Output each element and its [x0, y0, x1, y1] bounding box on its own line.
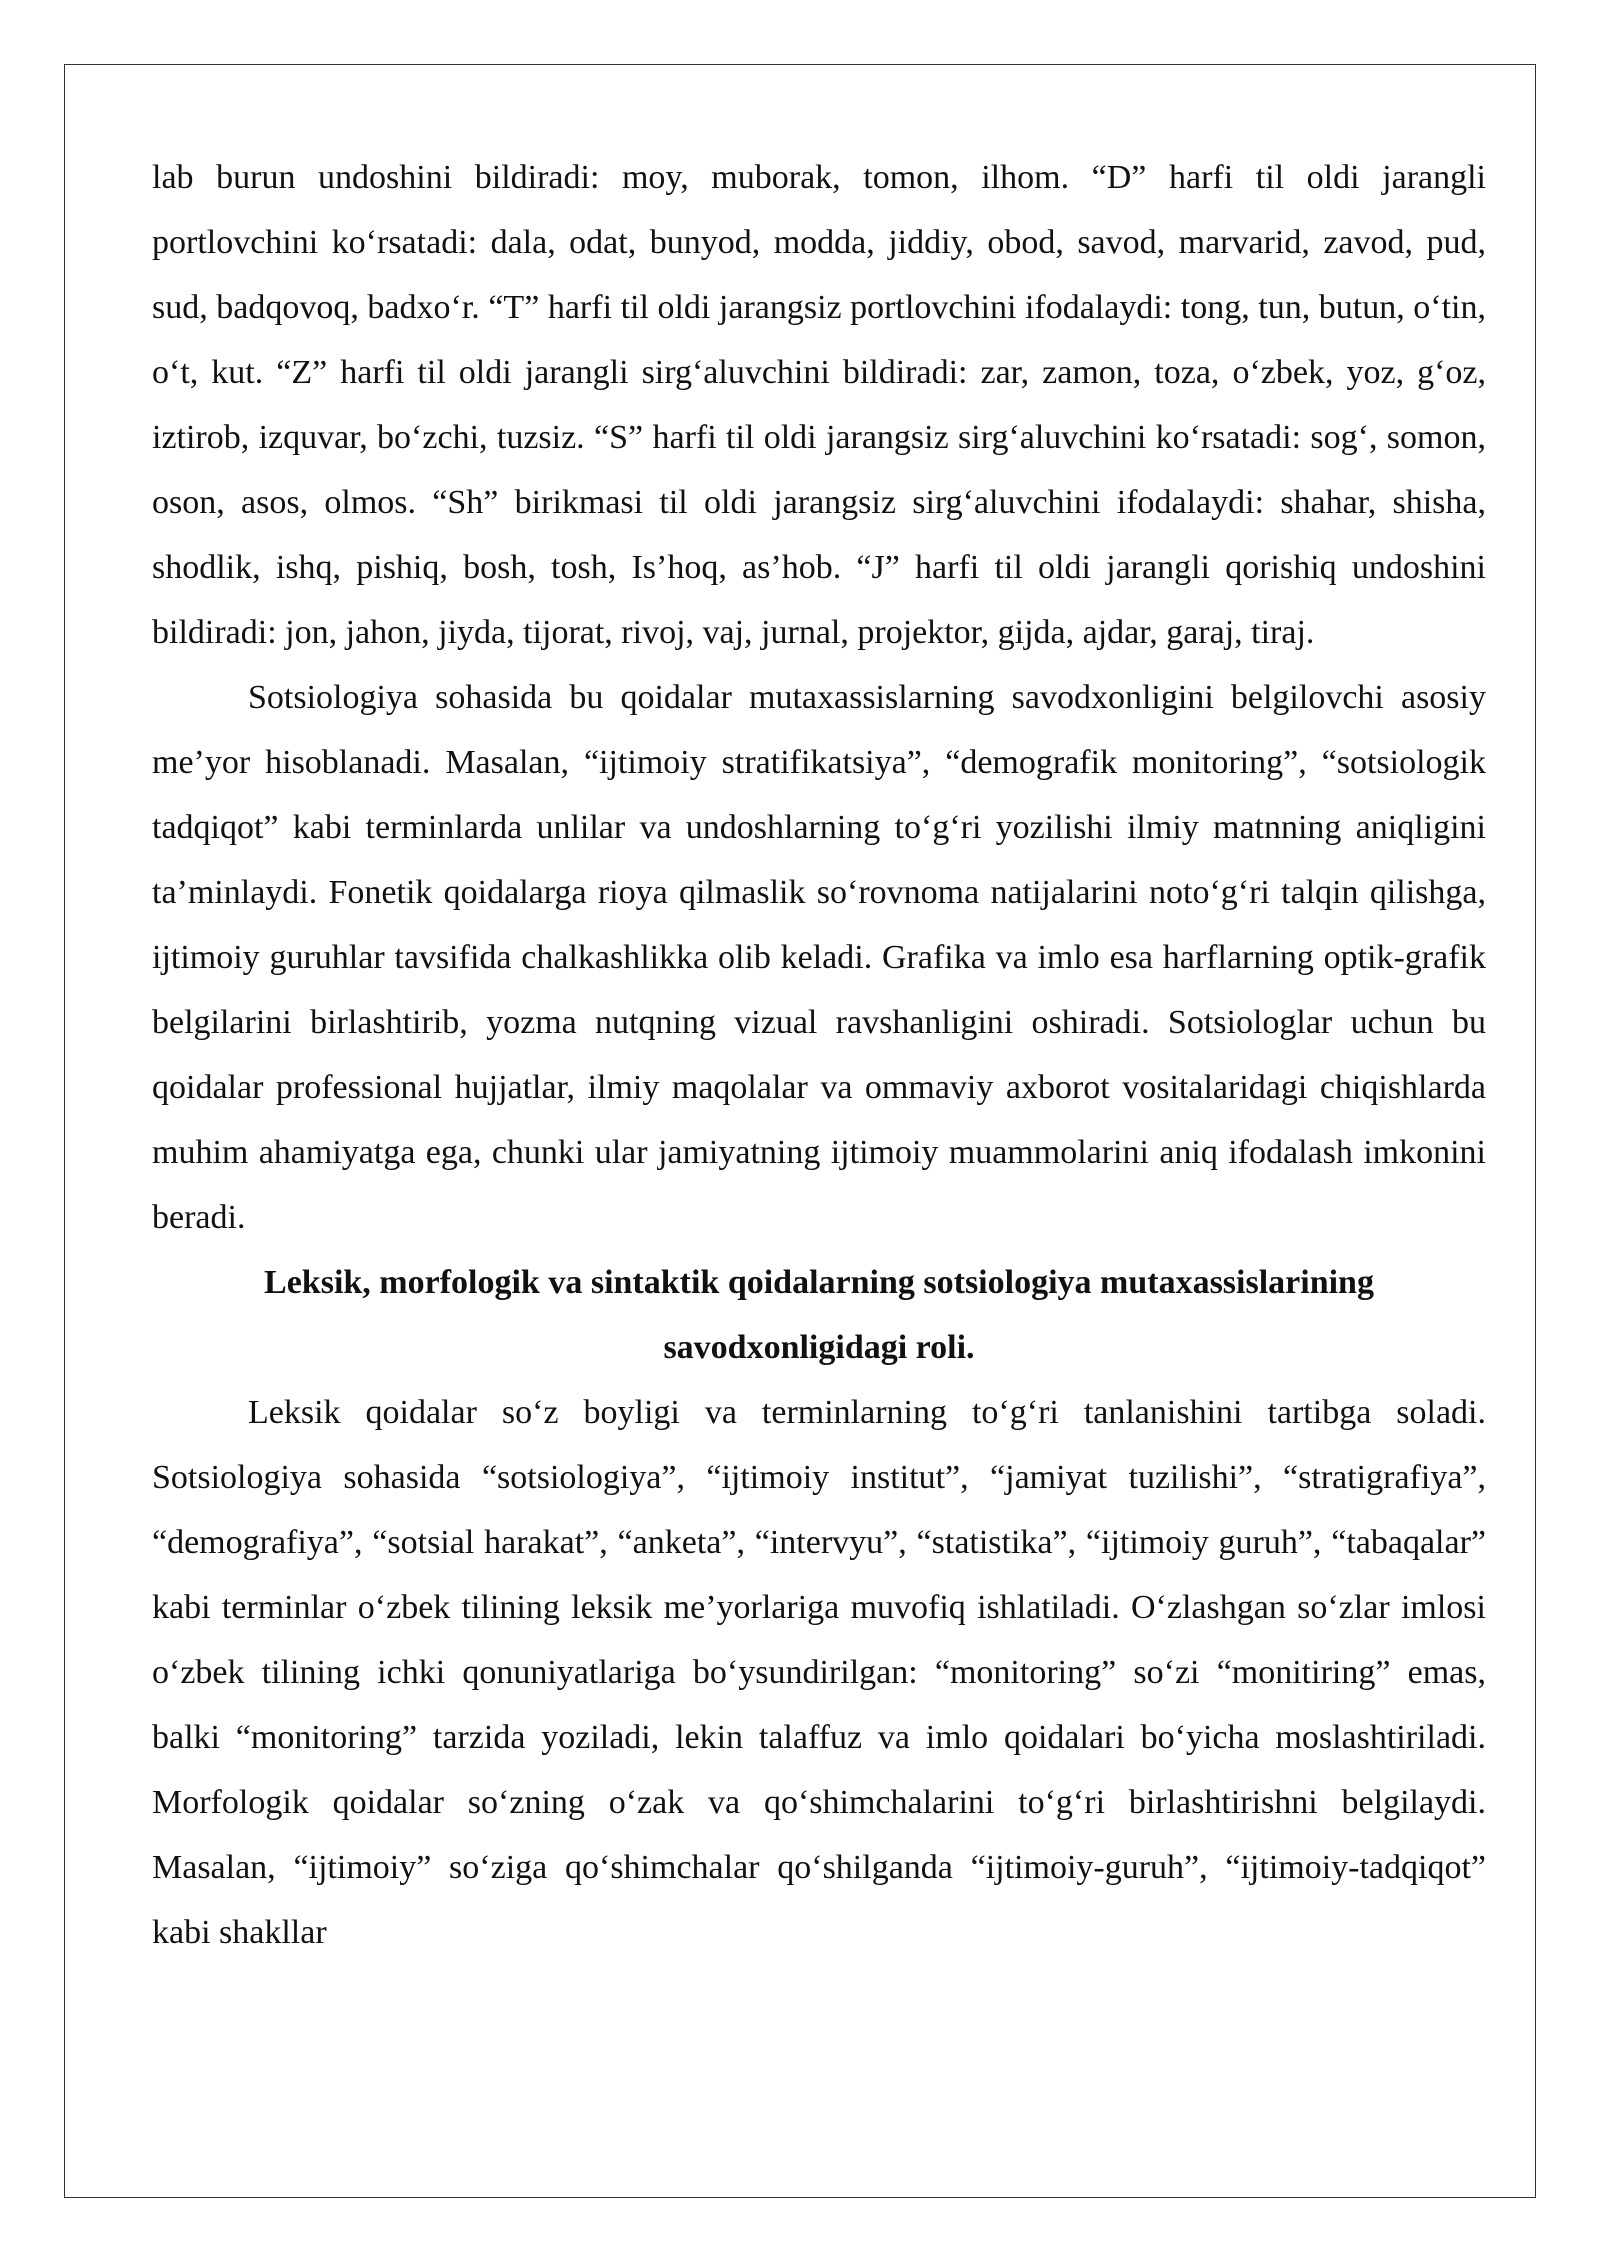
- section-heading: Leksik, morfologik va sintaktik qoidalarning sotsiologiya mutaxassislarining savodxonligidagi roli.: [264, 1264, 1374, 1366]
- paragraph-sociology-rules: Sotsiologiya sohasida bu qoidalar mutaxassislarning savodxonligini belgilovchi asosiy me’yor hisoblanadi. Masalan, “ijtimoiy stratifikatsiya”, “demografik monitoring”, “sotsiologik tadqiqot” kabi terminlarda unlilar va undoshlarning to‘g‘ri yozilishi ilmiy matnning aniqligini ta’minlaydi. Fonetik qoidalarga rioya qilmaslik so‘rovnoma natijalarini noto‘g‘ri talqin qilishga, ijtimoiy guruhlar tavsifida chalkashlikka olib keladi. Grafika va imlo esa harflarning optik-grafik belgilarini birlashtirib, yozma nutqning vizual ravshanligini oshiradi. Sotsiologlar uchun bu qoidalar professional hujjatlar, ilmiy maqolalar va ommaviy axborot vositalaridagi chiqishlarda muhim ahamiyatga ega, chunki ular jamiyatning ijtimoiy muammolarini aniq ifodalash imkonini beradi.: [152, 679, 1486, 1236]
- paragraph-lexical-rules: Leksik qoidalar so‘z boyligi va terminlarning to‘g‘ri tanlanishini tartibga soladi. Sotsiologiya sohasida “sotsiologiya”, “ijtimoiy institut”, “jamiyat tuzilishi”, “stratigrafiya”, “demografiya”, “sotsial harakat”, “anketa”, “intervyu”, “statistika”, “ijtimoiy guruh”, “tabaqalar” kabi terminlar o‘zbek tilining leksik me’yorlariga muvofiq ishlatiladi. O‘zlashgan so‘zlar imlosi o‘zbek tilining ichki qonuniyatlariga bo‘ysundirilgan: “monitoring” so‘zi “monitiring” emas, balki “monitoring” tarzida yoziladi, lekin talaffuz va imlo qoidalari bo‘yicha moslashtiriladi. Morfologik qoidalar so‘zning o‘zak va qo‘shimchalarini to‘g‘ri birlashtirishni belgilaydi. Masalan, “ijtimoiy” so‘ziga qo‘shimchalar qo‘shilganda “ijtimoiy-guruh”, “ijtimoiy-tadqiqot” kabi shakllar: [152, 1394, 1486, 1951]
- document-body: [152, 145, 1486, 1965]
- paragraph-phonetics-continued: lab burun undoshini bildiradi: moy, muborak, tomon, ilhom. “D” harfi til oldi jarangli portlovchini ko‘rsatadi: dala, odat, bunyod, modda, jiddiy, obod, savod, marvarid, zavod, pud, sud, badqovoq, badxo‘r. “T” harfi til oldi jarangsiz portlovchini ifodalaydi: tong, tun, butun, o‘tin, o‘t, kut. “Z” harfi til oldi jarangli sirg‘aluvchini bildiradi: zar, zamon, toza, o‘zbek, yoz, g‘oz, iztirob, izquvar, bo‘zchi, tuzsiz. “S” harfi til oldi jarangsiz sirg‘aluvchini ko‘rsatadi: sog‘, somon, oson, asos, olmos. “Sh” birikmasi til oldi jarangsiz sirg‘aluvchini ifodalaydi: shahar, shisha, shodlik, ishq, pishiq, bosh, tosh, Is’hoq, as’hob. “J” harfi til oldi jarangli qorishiq undoshini bildiradi: jon, jahon, jiyda, tijorat, rivoj, vaj, jurnal, projektor, gijda, ajdar, garaj, tiraj.: [152, 159, 1486, 651]
